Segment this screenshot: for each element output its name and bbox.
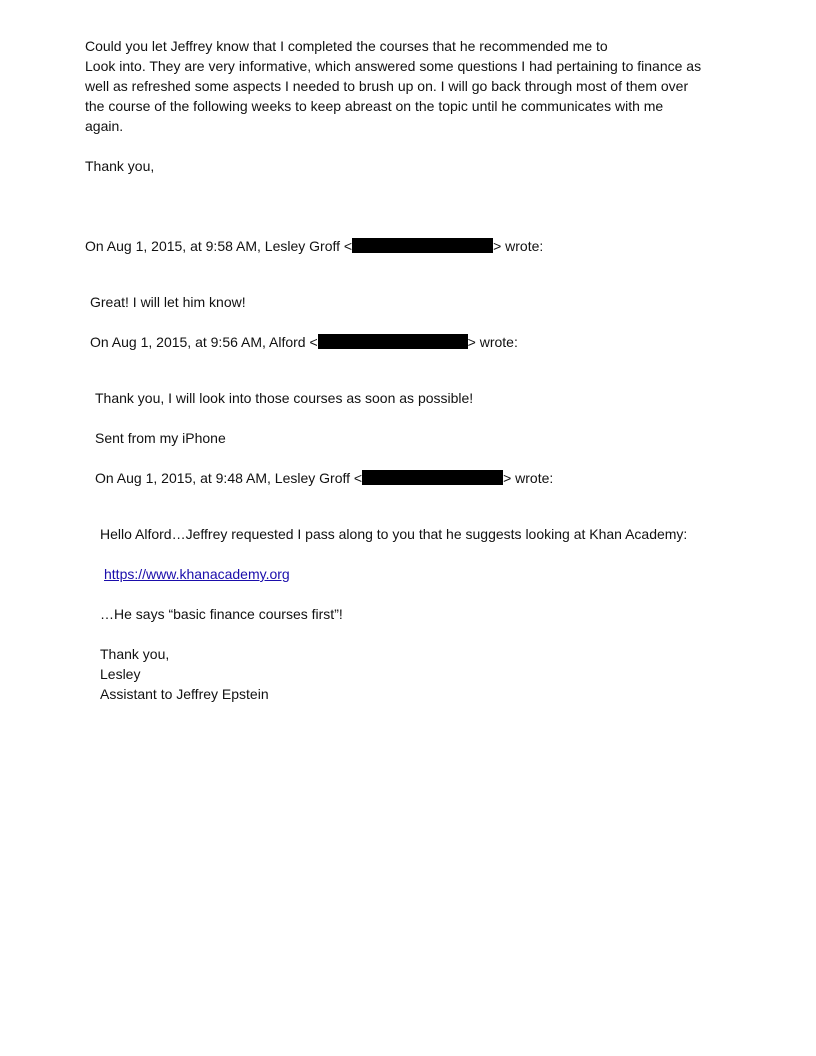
- quote1-header-suffix: > wrote:: [493, 238, 544, 254]
- quote2-header-suffix: > wrote:: [467, 334, 518, 350]
- quote3-header: [95, 468, 553, 488]
- quote2-signature: Sent from my iPhone: [95, 430, 226, 446]
- redacted-email-block: [318, 334, 468, 349]
- quote1-header-prefix: On Aug 1, 2015, at 9:58 AM, Lesley Groff <: [85, 238, 353, 254]
- redacted-email-block: [362, 470, 503, 485]
- quote3-name: Lesley: [100, 666, 141, 682]
- quote2-header: [90, 332, 518, 352]
- body-line-2: Look into. They are very informative, which answered some questions I had pertaining to finance as: [85, 58, 702, 74]
- quote3-sign-off: Thank you,: [100, 646, 170, 662]
- body-line-4: the course of the following weeks to keep abreast on the topic until he communicates with me: [85, 98, 664, 114]
- quote1-body: Great! I will let him know!: [90, 294, 246, 310]
- quote3-note: …He says “basic finance courses first”!: [100, 606, 343, 622]
- message-body: [85, 36, 745, 136]
- redacted-email-block: [352, 238, 493, 253]
- quote2-header-prefix: On Aug 1, 2015, at 9:56 AM, Alford <: [90, 334, 318, 350]
- quote2-body: Thank you, I will look into those courses as soon as possible!: [95, 390, 474, 406]
- quote1-header: [85, 236, 543, 256]
- quote3-title: Assistant to Jeffrey Epstein: [100, 686, 269, 702]
- quote3-body: Hello Alford…Jeffrey requested I pass along to you that he suggests looking at Khan Academy:: [100, 526, 688, 542]
- quote3-header-suffix: > wrote:: [503, 470, 554, 486]
- body-line-1: Could you let Jeffrey know that I completed the courses that he recommended me to: [85, 38, 608, 54]
- quote3-header-prefix: On Aug 1, 2015, at 9:48 AM, Lesley Groff <: [95, 470, 363, 486]
- khan-academy-link[interactable]: https://www.khanacademy.org: [104, 566, 290, 582]
- body-line-5: again.: [85, 118, 124, 134]
- body-line-3: well as refreshed some aspects I needed to brush up on. I will go back through most of them over: [85, 78, 689, 94]
- quote3-link-line: [104, 564, 290, 584]
- message-closing: Thank you,: [85, 158, 155, 174]
